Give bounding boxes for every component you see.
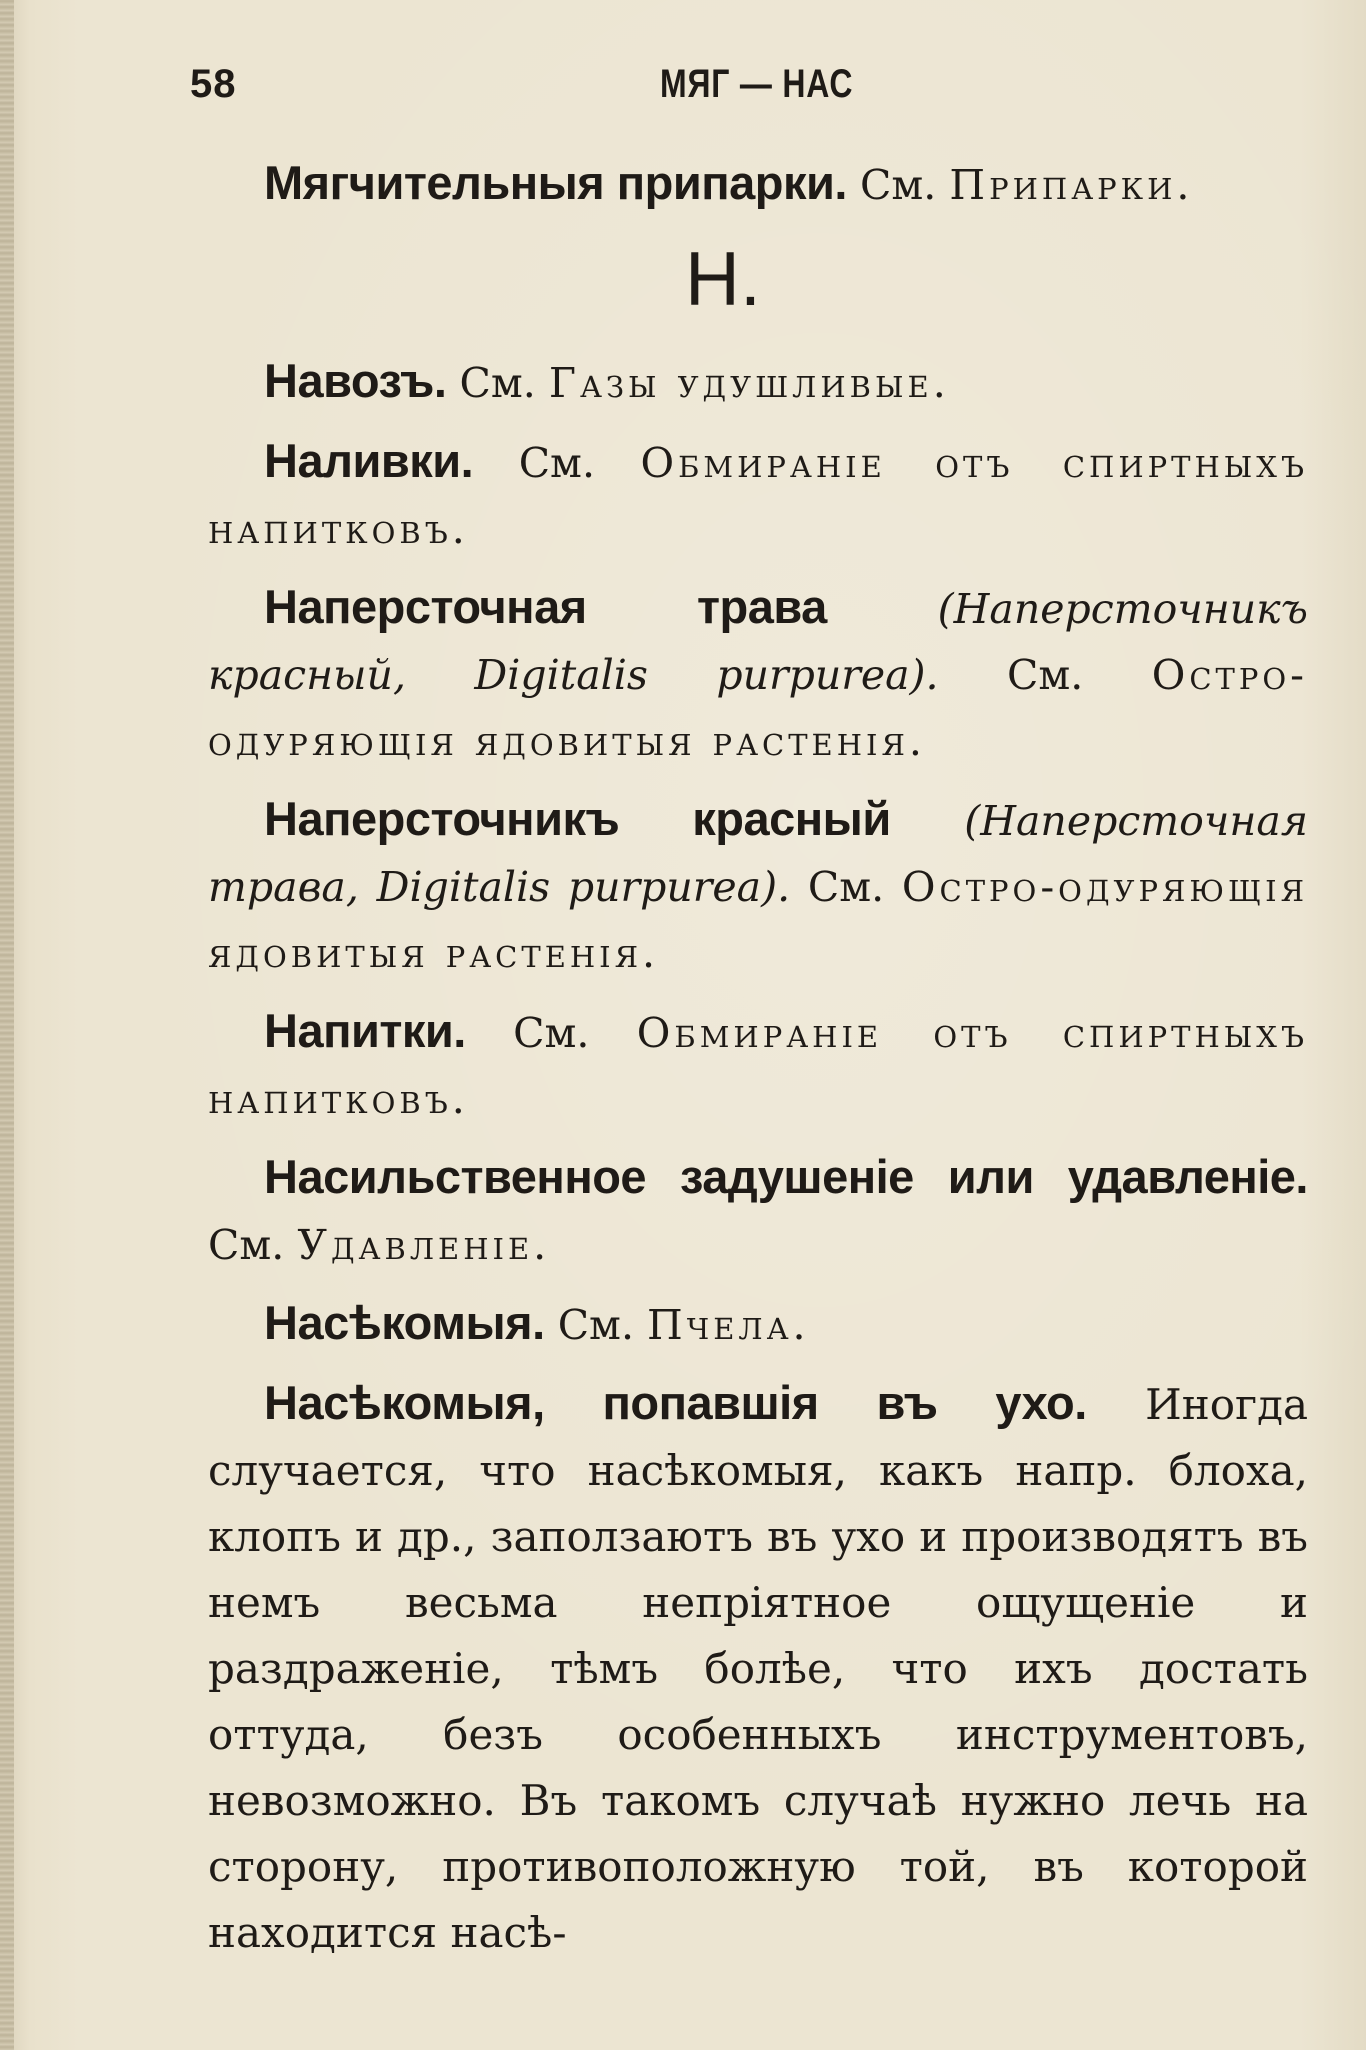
page-header <box>190 62 1310 118</box>
see-label: См. <box>860 161 937 209</box>
entry-headword: Наперсточникъ красный <box>264 792 891 845</box>
entry-nasekomyya-v-uho <box>208 1370 1308 1966</box>
entry-nasekomyya <box>208 1290 1308 1358</box>
see-label: См. <box>518 439 595 487</box>
entry-headword: Насѣкомыя, попавшiя въ ухо. <box>264 1376 1087 1429</box>
entry-nasilstvennoe <box>208 1144 1308 1278</box>
see-label: См. <box>807 863 885 911</box>
cross-reference: Удавленiе. <box>297 1221 551 1269</box>
entry-napitki <box>208 998 1308 1132</box>
cross-reference: Остро-одуряющiя ядовитыя растенiя. <box>208 863 1308 977</box>
cross-reference: Припарки. <box>949 161 1194 209</box>
entry-headword: Насильственное задушенiе или удавленiе. <box>264 1150 1308 1203</box>
running-head: МЯГ — НАС <box>660 62 854 106</box>
entry-nalivki <box>208 428 1308 562</box>
see-label: См. <box>513 1009 590 1057</box>
cross-reference: Остро-одуряющiя ядовитыя растенiя. <box>208 651 1308 765</box>
see-label: См. <box>557 1301 634 1349</box>
entry-headword: Насѣкомыя. <box>264 1296 545 1349</box>
page-number: 58 <box>190 62 237 106</box>
entry-navoz <box>208 348 1308 416</box>
entry-naperstochnik <box>208 786 1308 986</box>
cross-reference: Пчела. <box>647 1301 810 1349</box>
entry-headword: Мягчительныя припарки. <box>264 156 847 209</box>
cross-reference: Обмиранiе отъ спиртныхъ напитковъ. <box>208 439 1308 553</box>
see-label: См. <box>1006 651 1084 699</box>
entry-body-text: Иногда случается, что насѣкомыя, какъ напр. блоха, клопъ и др., заползаютъ въ ухо и производятъ въ немъ весьма непрiятное ощущенiе и раздраженiе, тѣмъ болѣе, что ихъ достать оттуда, безъ особенныхъ инструментовъ, невозможно. Въ такомъ случаѣ нужно лечь на сторону, противоположную той, въ которой находится насѣ- <box>208 1380 1308 1957</box>
entry-myagchitelnyya <box>208 150 1308 218</box>
cross-reference: Газы удушливые. <box>548 359 950 407</box>
entry-headword: Навозъ. <box>264 354 447 407</box>
see-label: См. <box>208 1221 285 1269</box>
entry-headword: Напитки. <box>264 1004 466 1057</box>
see-label: См. <box>459 359 536 407</box>
synonym-latin: (Наперсточная трава, Digitalis purpurea). <box>208 797 1308 911</box>
cross-reference: Обмиранiе отъ спиртныхъ напитковъ. <box>208 1009 1308 1123</box>
page-spine-edge <box>0 0 14 2050</box>
section-letter: Н. <box>685 237 761 322</box>
entry-headword: Наперсточная трава <box>264 580 827 633</box>
entry-naperstochnaya-trava <box>208 574 1308 774</box>
entry-headword: Наливки. <box>264 434 474 487</box>
page-content <box>208 150 1308 1978</box>
synonym-latin: (Наперсточникъ красный, Digitalis purpurea). <box>208 585 1308 699</box>
